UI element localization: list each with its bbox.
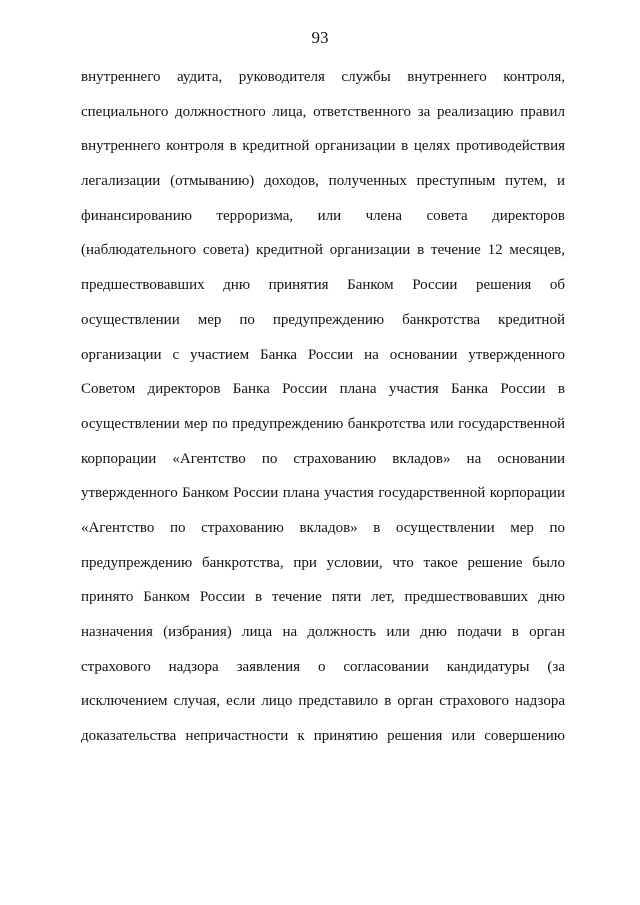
text-line: специального должностного лица, ответственного за реализацию правил [81, 103, 565, 120]
body-text [81, 60, 565, 754]
text-line: исключением случая, если лицо представило в орган страхового надзора [81, 693, 565, 710]
text-line: финансированию терроризма, или члена совета директоров [81, 207, 565, 224]
text-line: утвержденного Банком России плана участия государственной корпорации [81, 485, 565, 502]
text-line: принято Банком России в течение пяти лет, предшествовавших дню [81, 589, 565, 606]
text-line: назначения (избрания) лица на должность или дню подачи в орган [81, 624, 565, 640]
text-line: доказательства непричастности к принятию решения или совершению [81, 728, 565, 745]
text-line: внутреннего аудита, руководителя службы внутреннего контроля, [81, 69, 565, 85]
text-line: корпорации «Агентство по страхованию вкладов» на основании [81, 450, 565, 467]
text-line: организации с участием Банка России на основании утвержденного [81, 346, 565, 363]
text-line: страхового надзора заявления о согласовании кандидатуры (за [81, 658, 565, 675]
text-line: легализации (отмыванию) доходов, полученных преступным путем, и [81, 173, 565, 190]
text-line: внутреннего контроля в кредитной организации в целях противодействия [81, 138, 565, 155]
text-line: Советом директоров Банка России плана участия Банка России в [81, 381, 565, 398]
text-line: предшествовавших дню принятия Банком России решения об [81, 277, 565, 294]
text-line: «Агентство по страхованию вкладов» в осуществлении мер по [81, 519, 565, 536]
page-number: 93 [311, 28, 329, 47]
text-line: (наблюдательного совета) кредитной организации в течение 12 месяцев, [81, 242, 565, 259]
text-line: осуществлении мер по предупреждению банкротства кредитной [81, 311, 565, 328]
text-line: предупреждению банкротства, при условии, что такое решение было [81, 554, 565, 571]
text-line: осуществлении мер по предупреждению банкротства или государственной [81, 415, 565, 432]
